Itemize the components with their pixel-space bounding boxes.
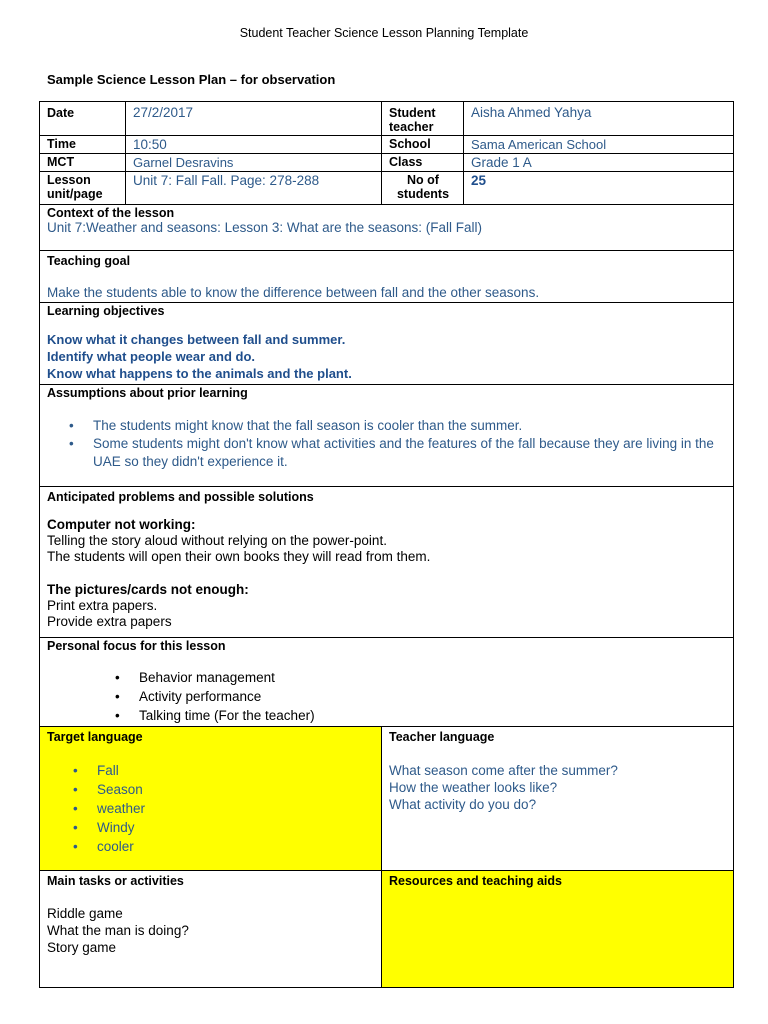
list-item: • Season <box>73 782 143 797</box>
plan-subtitle: Sample Science Lesson Plan – for observation <box>47 72 336 87</box>
students-value: 25 <box>464 172 734 205</box>
school-value: Sama American School <box>464 136 734 154</box>
bullet-icon: • <box>73 763 78 778</box>
lesson-plan-table <box>39 101 734 988</box>
lesson-label: Lesson unit/page <box>40 172 126 205</box>
problem-1-title: Computer not working: <box>47 517 196 532</box>
list-item: • The students might know that the fall season is cooler than the summer. <box>69 418 523 433</box>
row-language <box>40 727 734 871</box>
resources-cell <box>382 871 734 988</box>
target-language-list <box>47 761 375 856</box>
row-objectives <box>40 303 734 385</box>
school-label: School <box>382 136 464 154</box>
bullet-icon: • <box>115 670 120 685</box>
class-value: Grade 1 A <box>464 154 734 172</box>
assumptions-cell <box>40 385 734 487</box>
teacher-language-line: How the weather looks like? <box>389 780 558 795</box>
list-item: • Fall <box>73 763 119 778</box>
time-value: 10:50 <box>126 136 382 154</box>
target-language-label: Target language <box>47 730 143 744</box>
task-line: Riddle game <box>47 906 123 921</box>
goal-cell <box>40 251 734 303</box>
list-item: • Talking time (For the teacher) <box>115 708 315 723</box>
row-focus <box>40 638 734 727</box>
bullet-icon: • <box>73 782 78 797</box>
students-label: No of students <box>382 172 464 205</box>
list-item: • Some students might don't know what activities and the features of the fall because they are living in the UAE so they didn't experience it. <box>69 436 714 469</box>
problem-2-line: Provide extra papers <box>47 614 172 629</box>
resources-label: Resources and teaching aids <box>389 874 562 888</box>
goal-label: Teaching goal <box>47 254 131 268</box>
teacher-language-cell <box>382 727 734 871</box>
goal-text: Make the students able to know the difference between fall and the other seasons. <box>47 285 540 300</box>
row-mct <box>40 154 734 172</box>
list-item: • Behavior management <box>115 670 275 685</box>
document-title: Student Teacher Science Lesson Planning Template <box>239 26 529 40</box>
target-language-cell <box>40 727 382 871</box>
student-teacher-label: Student teacher <box>382 102 464 136</box>
bullet-icon: • <box>115 689 120 704</box>
row-time <box>40 136 734 154</box>
row-lesson <box>40 172 734 205</box>
problem-1-line: The students will open their own books they will read from them. <box>47 549 431 564</box>
class-label: Class <box>382 154 464 172</box>
task-line: Story game <box>47 940 117 955</box>
teacher-language-line: What activity do you do? <box>389 797 537 812</box>
row-problems <box>40 487 734 638</box>
context-cell <box>40 205 734 251</box>
list-item: • cooler <box>73 839 134 854</box>
task-line: What the man is doing? <box>47 923 189 938</box>
assumptions-label: Assumptions about prior learning <box>47 386 248 400</box>
bullet-icon: • <box>73 820 78 835</box>
objective-item: Know what it changes between fall and summer. <box>47 332 346 347</box>
date-value: 27/2/2017 <box>126 102 382 136</box>
problem-2-title: The pictures/cards not enough: <box>47 582 249 597</box>
problems-cell <box>40 487 734 638</box>
objective-item: Know what happens to the animals and the plant. <box>47 366 352 381</box>
objectives-label: Learning objectives <box>47 304 165 318</box>
row-goal <box>40 251 734 303</box>
problem-1-line: Telling the story aloud without relying on the power-point. <box>47 533 387 548</box>
bullet-icon: • <box>69 418 74 433</box>
context-label: Context of the lesson <box>47 206 175 220</box>
objectives-cell <box>40 303 734 385</box>
row-date <box>40 102 734 136</box>
row-assumptions <box>40 385 734 487</box>
student-teacher-value: Aisha Ahmed Yahya <box>464 102 734 136</box>
row-tasks <box>40 871 734 988</box>
time-label: Time <box>40 136 126 154</box>
teacher-language-line: What season come after the summer? <box>389 763 618 778</box>
focus-list <box>47 668 727 725</box>
focus-label: Personal focus for this lesson <box>47 639 226 653</box>
bullet-icon: • <box>69 436 74 451</box>
tasks-cell <box>40 871 382 988</box>
date-label: Date <box>40 102 126 136</box>
tasks-label: Main tasks or activities <box>47 874 184 888</box>
row-context <box>40 205 734 251</box>
context-text: Unit 7:Weather and seasons: Lesson 3: What are the seasons: (Fall Fall) <box>47 220 482 235</box>
bullet-icon: • <box>115 708 120 723</box>
list-item: • Activity performance <box>115 689 262 704</box>
teacher-language-label: Teacher language <box>389 730 495 744</box>
problem-2-line: Print extra papers. <box>47 598 158 613</box>
list-item: • Windy <box>73 820 135 835</box>
objective-item: Identify what people wear and do. <box>47 349 256 364</box>
bullet-icon: • <box>73 801 78 816</box>
mct-value: Garnel Desravins <box>126 154 382 172</box>
lesson-value: Unit 7: Fall Fall. Page: 278-288 <box>126 172 382 205</box>
list-item: • weather <box>73 801 146 816</box>
assumptions-list <box>47 417 727 471</box>
bullet-icon: • <box>73 839 78 854</box>
problems-label: Anticipated problems and possible solutions <box>47 490 314 504</box>
mct-label: MCT <box>40 154 126 172</box>
focus-cell <box>40 638 734 727</box>
